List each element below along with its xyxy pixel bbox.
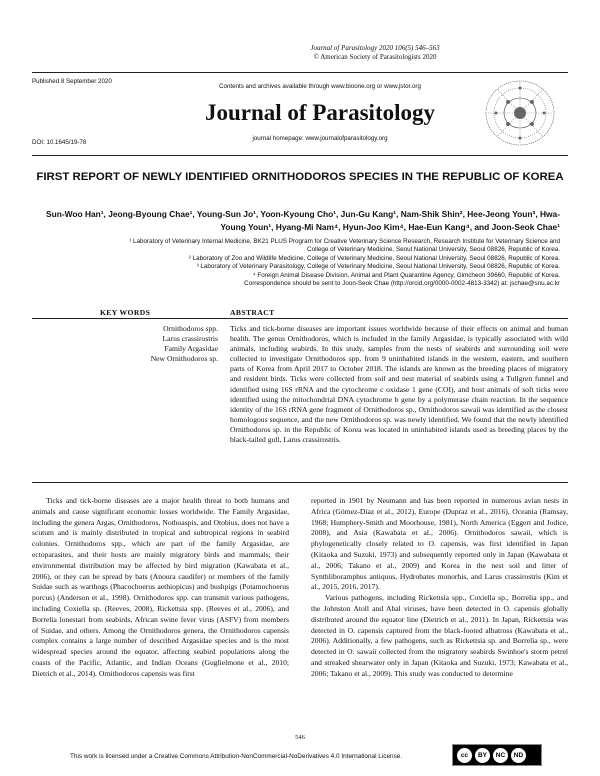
affiliations — [40, 238, 560, 288]
body-paragraph: reported in 1901 by Neumann and has been reported in numerous avian nests in Africa (Gómez-Díaz et al., 2012), Europe (Dupraz et al., 2016), Oceania (Ramsay, 1968; Humphery-Smith and Moorhouse, 1981), North America (Eggert and Jodice, 2008), and Asia (Kawabata et al., 2006). Ornithodoros sawaii, which is phylogenetically closely related to O. capensis, was first identified in Japan (Kitaoka and Suzuki, 1973) and subsequently reported only in Japan (Kawabata et al., 2006; Takano et al., 2009) and Korea in the nest soil and litter of Synthliboramphus antiquus, Hydrobates monorhis, and Larus crassirostris (Kim et al., 2015, 2016, 2017). — [311, 496, 568, 592]
nd-icon: ND — [511, 748, 526, 763]
keyword-item: Larus crassirostris — [162, 334, 218, 343]
society-logo-icon — [478, 74, 562, 152]
by-icon: BY — [475, 748, 490, 763]
abstract-rule — [32, 318, 568, 319]
doi-label[interactable]: DOI: 10.1645/19-78 — [32, 139, 87, 146]
affiliation-line: ¹ Laboratory of Veterinary Internal Medicine, BK21 PLUS Program for Creative Veterinary Science Research, Research Institute for Veterinary Science and — [129, 238, 560, 245]
keyword-list — [60, 324, 218, 364]
body-paragraph: Ticks and tick-borne diseases are a major health threat to both humans and animals and cause significant economic losses worldwide. The Family Argasidae, including the genera Argas, Ornithodoros, Nothoaspis, and Otobius, does not have a scutum and is mainly distributed in tropical and subtropical regions in seabird colonies. Ornithodoros spp., which are part of the family Argasidae, are ectoparasites, and their hosts are mainly migratory birds and mammals; their environmental distribution may be affected by bird migration (Kawabata et al., 2006), or they can be spread by bats (Anoura caudifer) or members of the family Suidae such as warthogs (Phacochoerus aethiopicus) and bushpigs (Potamochoerus porcus) (Anderson et al., 1998). Ornithodoros spp. can transmit various pathogens, including Coxiella sp. (Reeves, 2008), Rickettsia spp. (Reeves et al., 2006), and Borrelia lonestari from seabirds, African swine fever virus (ASFV) from members of Suidae, and others. Among the Ornithodoros genera, the Ornithodoros capensis complex contains a large number of described Argasidae species and is the most widespread species around the equator, affecting seabird populations along the coasts of the Pacific, Atlantic, and Indian Oceans (Guglielmone et al., 2010; Dietrich et al., 2014). Ornithodoros capensis was first — [32, 496, 289, 678]
license-statement[interactable]: This work is licensed under a Creative Commons Attribution-NonCommercial-NoDerivatives 4.0 International License. — [70, 753, 403, 760]
body-paragraph: Various pathogens, including Rickettsia spp., Coxiella sp., Borrelia spp., and the Johnston Atoll and Abal viruses, have been detected in O. capensis globally distributed around the equator line (Dietrich et al., 2011). In Japan, Rickettsia was detected in O. capensis captured from the black-footed albatross (Kawabata et al., 2006). Additionally, a few pathogens, such as Rickettsia sp. and Borrelia sp., were detected in O. sawaii collected from the migratory seabirds Swinhoe's storm petrel and streaked shearwater only in Japan (Kitaoka and Suzuki, 1973; Kawabata et al., 2006; Takano et al., 2009). This study was conducted to determine — [311, 593, 568, 678]
correspondence-line[interactable]: Correspondence should be sent to Joon-Seok Chae (http://orcid.org/0000-0002-4813-3342) at: jschae@snu.ac.kr — [244, 280, 560, 288]
abstract-text: Ticks and tick-borne diseases are important issues worldwide because of their effects on animal and human health. The genus Ornithodoros, which is included in the family Argasidae, is typically associated with wild animals, including seabirds. In this study, samples from the nests of seabirds and surrounding soil were collected to investigate Ornithodoros spp. from 9 uninhabited islands in the western, eastern, and southern parts of Korea from April 2017 to October 2018. The islands are known as the breeding places of migratory and resident birds. Ticks were collected from soil and nest material of seabirds using a Tullgren funnel and identified using 16S rRNA and the cytochrome c oxidase 1 gene (COI), and host animals of soft ticks were identified using the mitochondrial DNA cytochrome b gene by a polymerase chain reaction. In the sequence identity of the 16S rRNA gene fragment of Ornithodoros sp., Ornithodoros sawaii was identified as the closest homologous sequence, and the new Ornithodoros sp. was newly identified. We found that the newly identified Ornithodoros sp. in the Republic of Korea was located in uninhabited islands used as breeding places by the black-tailed gull, Larus crassirostris. — [230, 324, 568, 445]
journal-name: Journal of Parasitology — [205, 100, 435, 125]
body-column-left — [32, 496, 289, 680]
journal-citation — [185, 44, 565, 62]
cc-icon: cc — [457, 748, 472, 763]
copyright-line: © American Society of Parasitologists 2020 — [313, 53, 437, 61]
keyword-item: Family Argasidae — [164, 344, 218, 353]
affiliation-line: ³ Laboratory of Veterinary Parasitology, College of Veterinary Medicine, Seoul National University, Seoul 08826, Republic of Korea. — [196, 263, 560, 271]
citation-line: Journal of Parasitology 2020 106(5) 546–563 — [310, 44, 440, 52]
keyword-item: New Ornithodoros sp. — [150, 354, 218, 363]
journal-homepage[interactable]: journal homepage: www.journalofparasitology.org — [252, 135, 388, 142]
masthead — [185, 82, 455, 142]
abstract-heading: ABSTRACT — [230, 308, 275, 317]
article-title: FIRST REPORT OF NEWLY IDENTIFIED ORNITHODOROS SPECIES IN THE REPUBLIC OF KOREA — [36, 171, 564, 183]
body-column-right — [311, 496, 568, 680]
published-date: Published 8 September 2020 — [32, 78, 112, 85]
cc-license-badge-icon[interactable] — [452, 744, 542, 766]
affiliation-line: College of Veterinary Medicine, Seoul National University, Seoul 08826, Republic of Korea. — [307, 246, 560, 254]
nc-icon: NC — [493, 748, 508, 763]
affiliation-line: ⁴ Foreign Animal Disease Division, Animal and Plant Quarantine Agency, Gimcheon 39660, Republic of Korea. — [252, 271, 560, 279]
abstract-rule-bottom — [32, 482, 568, 483]
affiliation-line: ² Laboratory of Zoo and Wildlife Medicine, College of Veterinary Medicine, Seoul National University, Seoul 08826, Republic of Korea. — [188, 254, 560, 262]
page-number: 546 — [295, 734, 305, 741]
contents-availability[interactable]: Contents and archives available through www.bioone.org or www.jstor.org — [219, 83, 421, 90]
header-rule-bottom — [32, 155, 568, 156]
keyword-item: Ornithodoros spp. — [163, 324, 218, 333]
header-rule-top — [32, 72, 568, 73]
keywords-heading: KEY WORDS — [100, 308, 151, 317]
author-list: Sun-Woo Han¹, Jeong-Byoung Chae¹, Young-Sun Jo¹, Yoon-Kyoung Cho¹, Jun-Gu Kang¹, Nam-Shik Shin², Hee-Jeong Youn³, Hwa-Young Youn¹, Hyang-Mi Nam⁴, Hyun-Joo Kim⁴, Hae-Eun Kang⁴, and Joon-Seok Chae¹ — [46, 209, 560, 232]
